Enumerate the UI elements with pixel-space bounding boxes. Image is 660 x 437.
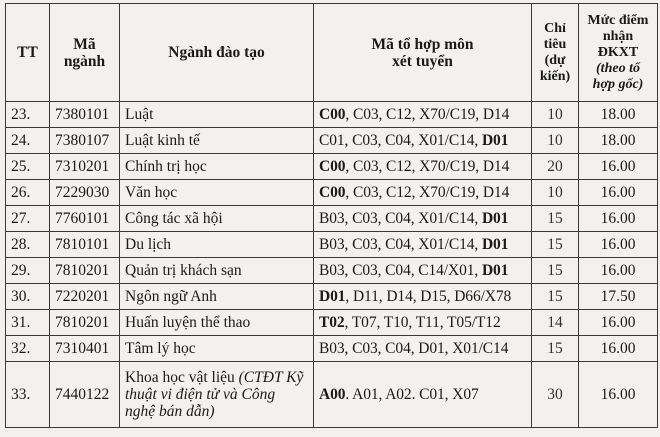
major-name: Luật [120,102,314,128]
table-row [6,180,658,206]
table-row [6,336,658,362]
major-name: Công tác xã hội [120,206,314,232]
header-tt: TT [6,4,50,102]
major-name: Chính trị học [120,154,314,180]
header-quota: Chỉ tiêu (dự kiến) [532,4,579,102]
row-number: 26. [6,180,50,206]
major-code: 7310201 [50,154,120,180]
major-name: Văn học [120,180,314,206]
subject-combos: C00, C03, C12, X70/C19, D14 [314,154,532,180]
row-number: 28. [6,232,50,258]
subject-combos: C00, C03, C12, X70/C19, D14 [314,180,532,206]
min-score: 16.00 [579,206,658,232]
quota: 10 [532,128,579,154]
major-code: 7810201 [50,258,120,284]
table-row [6,284,658,310]
major-code: 7380107 [50,128,120,154]
table-row [6,206,658,232]
row-number: 29. [6,258,50,284]
row-number: 31. [6,310,50,336]
min-score: 16.00 [579,336,658,362]
table-row [6,362,658,428]
header-score: Mức điểm nhận ĐKXT (theo tổ hợp gốc) [579,4,658,102]
row-number: 23. [6,102,50,128]
quota: 15 [532,206,579,232]
table-row [6,232,658,258]
quota: 15 [532,336,579,362]
row-number: 30. [6,284,50,310]
major-name: Tâm lý học [120,336,314,362]
quota: 15 [532,258,579,284]
major-code: 7810101 [50,232,120,258]
table-row [6,102,658,128]
quota: 20 [532,154,579,180]
subject-combos: A00. A01, A02. C01, X07 [314,362,532,428]
major-name: Ngôn ngữ Anh [120,284,314,310]
min-score: 18.00 [579,128,658,154]
table-row [6,258,658,284]
major-name: Luật kinh tế [120,128,314,154]
min-score: 16.00 [579,310,658,336]
min-score: 18.00 [579,102,658,128]
subject-combos: D01, D11, D14, D15, D66/X78 [314,284,532,310]
min-score: 16.00 [579,180,658,206]
admissions-table [5,3,658,428]
row-number: 24. [6,128,50,154]
row-number: 32. [6,336,50,362]
table-row [6,154,658,180]
table-row [6,128,658,154]
header-code: Mã ngành [50,4,120,102]
major-name: Quản trị khách sạn [120,258,314,284]
major-name: Du lịch [120,232,314,258]
major-name: Khoa học vật liệu (CTĐT Kỹ thuật vi điện tử và Công nghệ bán dẫn) [120,362,314,428]
major-name: Huấn luyện thể thao [120,310,314,336]
subject-combos: B03, C03, C04, D01, X01/C14 [314,336,532,362]
quota: 15 [532,284,579,310]
subject-combos: B03, C03, C04, C14/X01, D01 [314,258,532,284]
table-row [6,310,658,336]
major-code: 7760101 [50,206,120,232]
major-code: 7229030 [50,180,120,206]
quota: 10 [532,102,579,128]
major-note: (CTĐT Kỹ thuật vi điện tử và Công nghệ bán dẫn) [125,369,304,420]
row-number: 27. [6,206,50,232]
major-code: 7810201 [50,310,120,336]
header-combos: Mã tổ hợp môn xét tuyển [314,4,532,102]
min-score: 16.00 [579,154,658,180]
major-code: 7380101 [50,102,120,128]
quota: 15 [532,232,579,258]
subject-combos: B03, C03, C04, X01/C14, D01 [314,232,532,258]
min-score: 16.00 [579,258,658,284]
subject-combos: B03, C03, C04, X01/C14, D01 [314,206,532,232]
quota: 14 [532,310,579,336]
subject-combos: C00, C03, C12, X70/C19, D14 [314,102,532,128]
major-code: 7440122 [50,362,120,428]
quota: 30 [532,362,579,428]
table-body [6,102,658,428]
row-number: 25. [6,154,50,180]
major-code: 7310401 [50,336,120,362]
table-header [6,4,658,102]
min-score: 16.00 [579,362,658,428]
min-score: 17.50 [579,284,658,310]
subject-combos: C01, C03, C04, X01/C14, D01 [314,128,532,154]
quota: 10 [532,180,579,206]
min-score: 16.00 [579,232,658,258]
row-number: 33. [6,362,50,428]
major-code: 7220201 [50,284,120,310]
header-major: Ngành đào tạo [120,4,314,102]
subject-combos: T02, T07, T10, T11, T05/T12 [314,310,532,336]
